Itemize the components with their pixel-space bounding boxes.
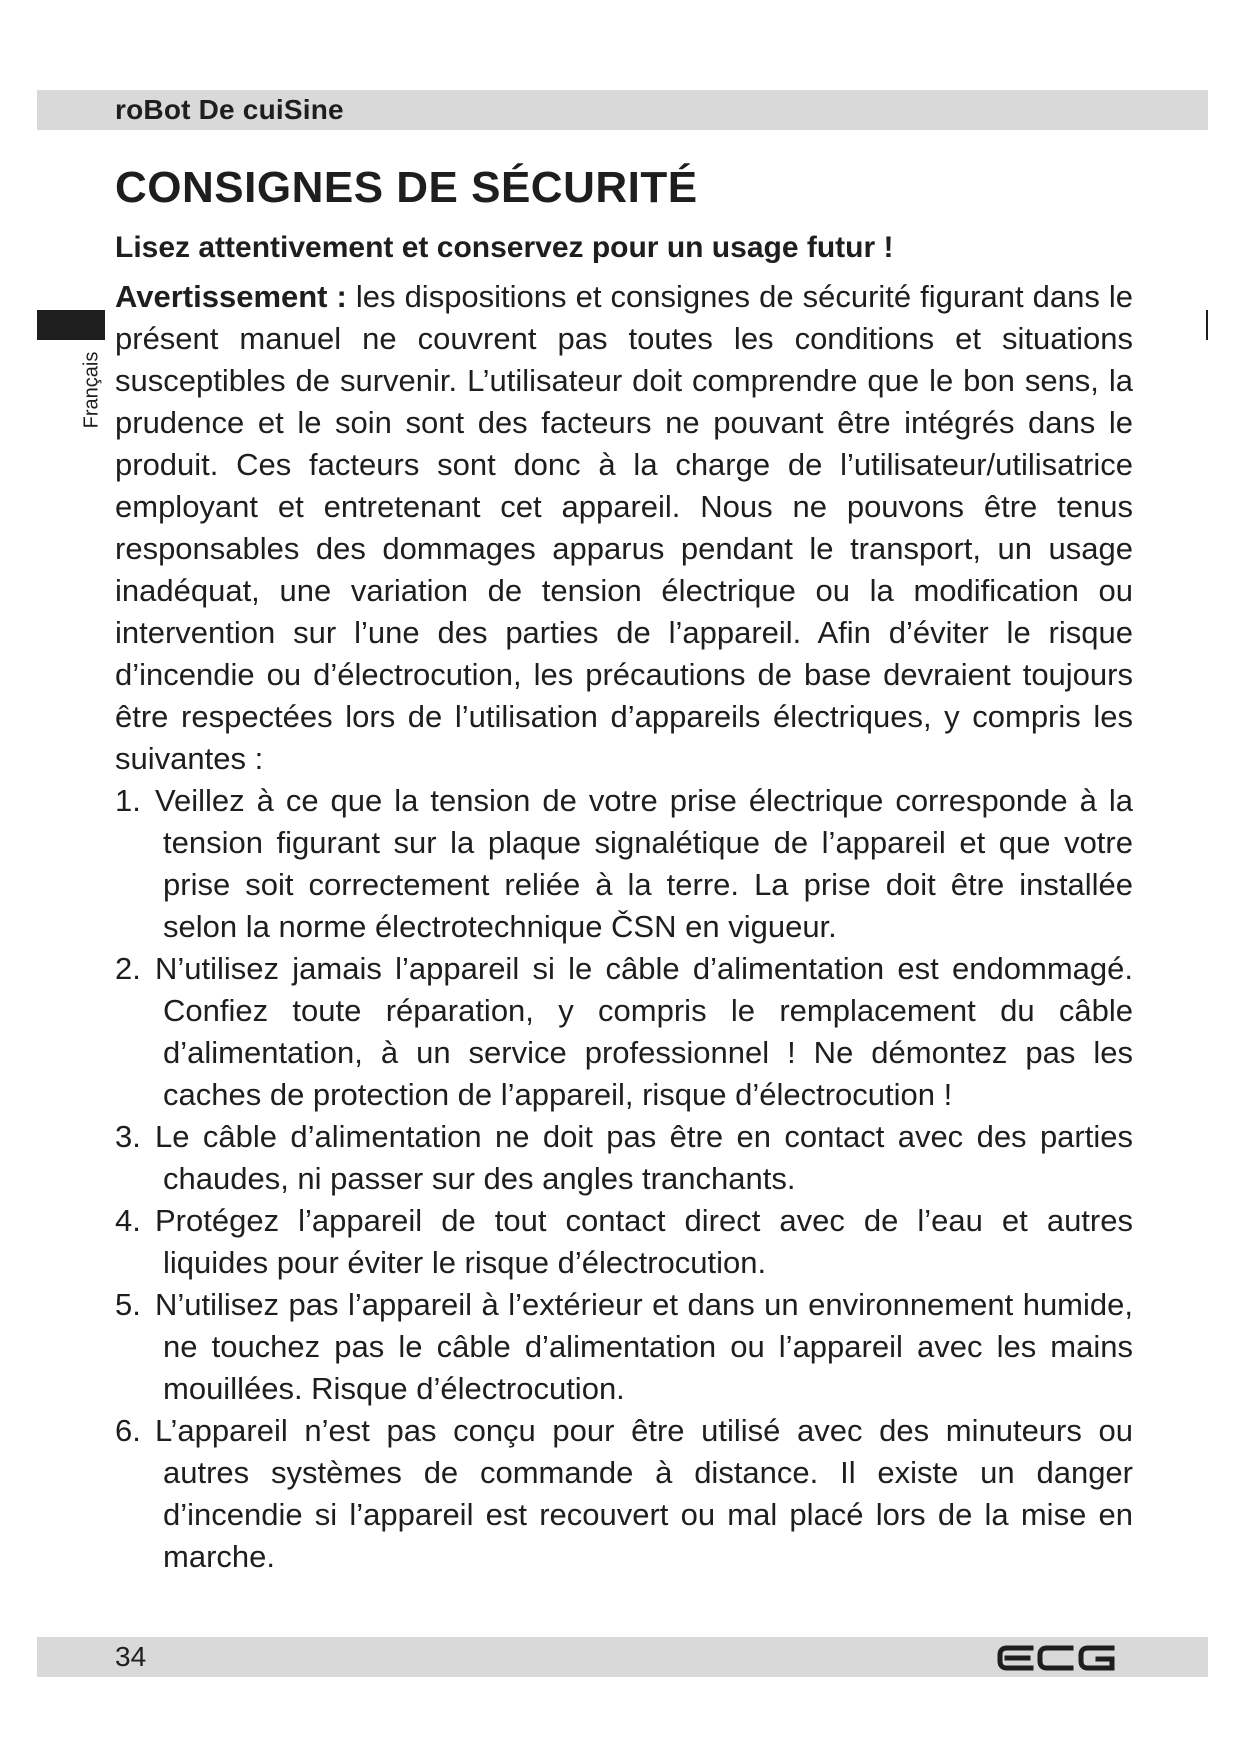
main-content xyxy=(115,160,1133,1578)
list-item-text: Veillez à ce que la tension de votre prise électrique corresponde à la tension figurant sur la plaque signalétique de l’appareil et que votre prise soit correctement reliée à la terre. La prise doit être installée selon la norme électrotechnique ČSN en vigueur. xyxy=(155,783,1133,944)
list-item xyxy=(115,1284,1133,1410)
list-item xyxy=(115,948,1133,1116)
list-item-number: 2. xyxy=(115,951,141,986)
page-number: 34 xyxy=(115,1641,147,1672)
list-item-number: 6. xyxy=(115,1413,141,1448)
warning-label: Avertissement : xyxy=(115,279,347,314)
page-edge-mark xyxy=(1206,310,1208,340)
list-item xyxy=(115,1200,1133,1284)
list-item xyxy=(115,1116,1133,1200)
list-item-number: 4. xyxy=(115,1203,141,1238)
list-item-text: N’utilisez jamais l’appareil si le câble d’alimentation est endommagé. Confiez toute réparation, y compris le remplacement du câble d’alimentation, à un service professionnel ! Ne démontez pas les caches de protection de l’appareil, risque d’électrocution ! xyxy=(155,951,1133,1112)
list-item-text: Le câble d’alimentation ne doit pas être en contact avec des parties chaudes, ni passer sur des angles tranchants. xyxy=(155,1119,1133,1196)
list-item-text: N’utilisez pas l’appareil à l’extérieur et dans un environnement humide, ne touchez pas le câble d’alimentation ou l’appareil avec les mains mouillées. Risque d’électrocution. xyxy=(155,1287,1133,1406)
section-title: roBot De cuiSine xyxy=(115,94,344,125)
warning-paragraph xyxy=(115,276,1133,780)
language-label: Français xyxy=(80,351,103,429)
list-item xyxy=(115,780,1133,948)
ecg-logo xyxy=(997,1645,1117,1671)
header-band xyxy=(37,90,1208,130)
list-item-text: L’appareil n’est pas conçu pour être utilisé avec des minuteurs ou autres systèmes de commande à distance. Il existe un danger d’incendie si l’appareil est recouvert ou mal placé lors de la mise en marche. xyxy=(155,1413,1133,1574)
subheading: Lisez attentivement et conservez pour un usage futur ! xyxy=(115,231,894,264)
language-tab-marker xyxy=(37,310,105,340)
page-title: CONSIGNES DE SÉCURITÉ xyxy=(115,163,698,212)
safety-rules-list xyxy=(115,780,1133,1578)
footer-band xyxy=(37,1637,1208,1677)
list-item-number: 1. xyxy=(115,783,141,818)
warning-text: les dispositions et consignes de sécurité figurant dans le présent manuel ne couvrent pas toutes les conditions et situations susceptibles de survenir. L’utilisateur doit comprendre que le bon sens, la prudence et le soin sont des facteurs ne pouvant être intégrés dans le produit. Ces facteurs sont donc à la charge de l’utilisateur/utilisatrice employant et entretenant cet appareil. Nous ne pouvons être tenus responsables des dommages apparus pendant le transport, un usage inadéquat, une variation de tension électrique ou la modification ou intervention sur l’une des parties de l’appareil. Afin d’éviter le risque d’incendie ou d’électrocution, les précautions de base devraient toujours être respectées lors de l’utilisation d’appareils électriques, y compris les suivantes : xyxy=(115,279,1133,776)
list-item-text: Protégez l’appareil de tout contact direct avec de l’eau et autres liquides pour éviter le risque d’électrocution. xyxy=(155,1203,1133,1280)
list-item-number: 3. xyxy=(115,1119,141,1154)
list-item-number: 5. xyxy=(115,1287,141,1322)
list-item xyxy=(115,1410,1133,1578)
